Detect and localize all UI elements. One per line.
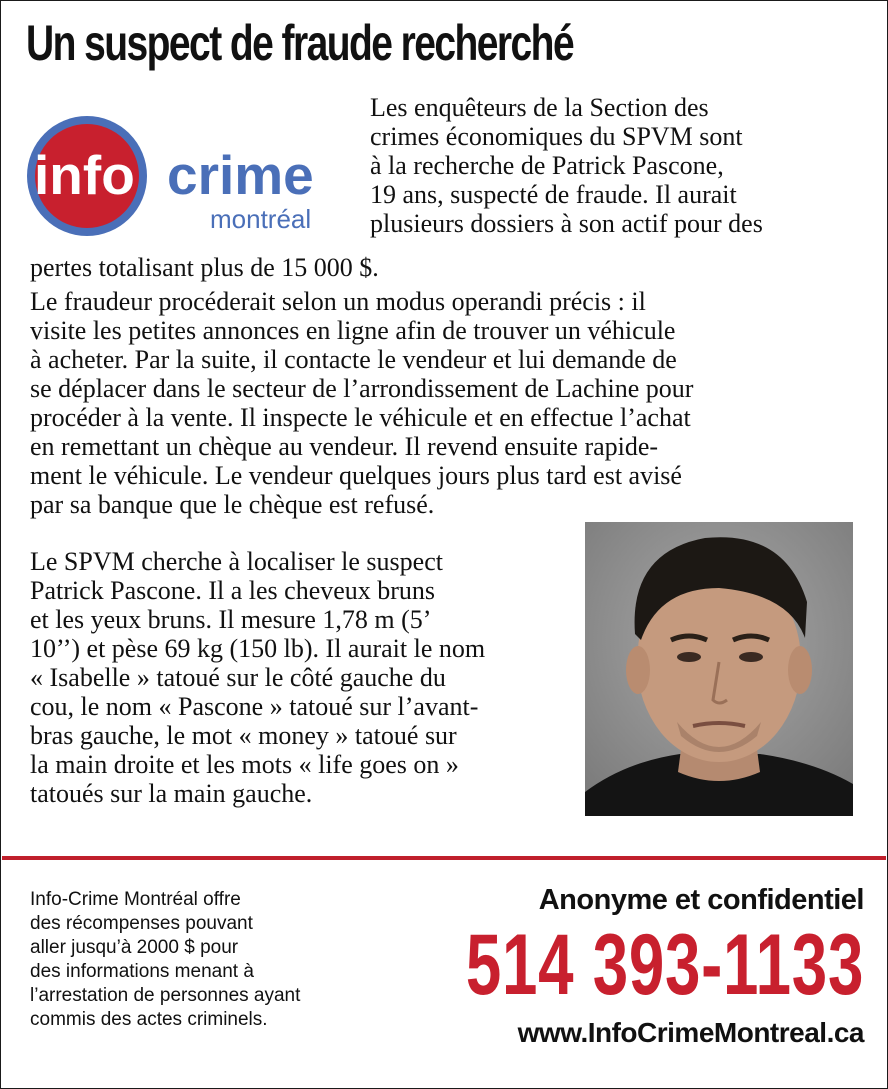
text-line: la main droite et les mots « life goes on »: [30, 750, 459, 779]
logo-word-crime: crime: [167, 144, 314, 206]
headline: Un suspect de fraude recherché: [26, 15, 574, 71]
logo-word-city: montréal: [210, 204, 312, 234]
text-line: Info-Crime Montréal offre: [30, 889, 241, 910]
text-line: et les yeux bruns. Il mesure 1,78 m (5’: [30, 605, 432, 634]
text-line: 10’’) et pèse 69 kg (150 lb). Il aurait le nom: [30, 634, 486, 663]
text-line: Patrick Pascone. Il a les cheveux bruns: [30, 576, 436, 605]
text-line: l’arrestation de personnes ayant: [30, 985, 301, 1006]
suspect-description-paragraph: [30, 547, 575, 808]
text-line: pertes totalisant plus de 15 000 $.: [30, 253, 379, 282]
text-line: des récompenses pouvant: [30, 913, 253, 934]
text-line: Le fraudeur procéderait selon un modus operandi précis : il: [30, 287, 646, 316]
intro-paragraph: [370, 93, 870, 238]
text-line: commis des actes criminels.: [30, 1009, 268, 1030]
reward-notice: [30, 888, 370, 1032]
text-line: visite les petites annonces en ligne afin de trouver un véhicule: [30, 316, 676, 345]
website-link[interactable]: www.InfoCrimeMontreal.ca: [517, 1017, 864, 1048]
text-line: ment le véhicule. Le vendeur quelques jours plus tard est avisé: [30, 461, 682, 490]
modus-operandi-paragraph: [30, 287, 865, 519]
text-line: Le SPVM cherche à localiser le suspect: [30, 547, 443, 576]
text-line: plusieurs dossiers à son actif pour des: [370, 209, 763, 238]
text-line: bras gauche, le mot « money » tatoué sur: [30, 721, 457, 750]
text-line: « Isabelle » tatoué sur le côté gauche du: [30, 663, 446, 692]
hotline-phone-number[interactable]: 514 393-1133: [465, 917, 864, 1013]
text-line: à acheter. Par la suite, il contacte le vendeur et lui demande de: [30, 345, 677, 374]
text-line: en remettant un chèque au vendeur. Il revend ensuite rapide-: [30, 432, 659, 461]
text-line: Les enquêteurs de la Section des: [370, 93, 709, 122]
infocrime-logo: [24, 114, 349, 238]
section-divider: [2, 856, 886, 860]
text-line: crimes économiques du SPVM sont: [370, 122, 743, 151]
text-line: à la recherche de Patrick Pascone,: [370, 151, 724, 180]
text-line: 19 ans, suspecté de fraude. Il aurait: [370, 180, 737, 209]
text-line: procéder à la vente. Il inspecte le véhicule et en effectue l’achat: [30, 403, 691, 432]
text-line: cou, le nom « Pascone » tatoué sur l’avant-: [30, 692, 479, 721]
text-line: tatoués sur la main gauche.: [30, 779, 313, 808]
text-line: par sa banque que le chèque est refusé.: [30, 490, 435, 519]
logo-word-info: info: [34, 144, 135, 206]
text-line: des informations menant à: [30, 961, 254, 982]
text-line: aller jusqu’à 2000 $ pour: [30, 937, 239, 958]
text-line: se déplacer dans le secteur de l’arrondissement de Lachine pour: [30, 374, 694, 403]
suspect-photo: [585, 522, 853, 816]
anonymous-tagline: Anonyme et confidentiel: [538, 884, 864, 916]
